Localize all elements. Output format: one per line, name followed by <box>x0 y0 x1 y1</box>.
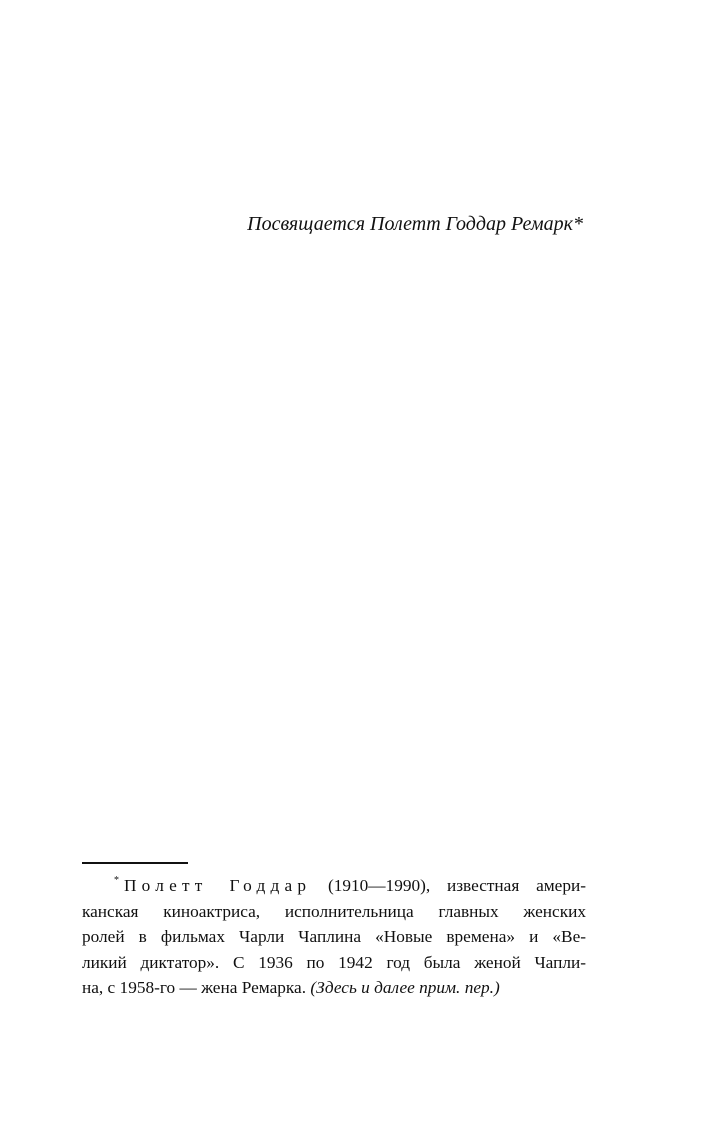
dedication: Посвящается Полетт Годдар Ремарк* <box>247 213 583 235</box>
footnote-name: Полетт Годдар <box>124 876 312 895</box>
footnote-text: (1910—1990), известная амери- <box>311 876 586 895</box>
footnote-line: канская киноактриса, исполнительница главных женских <box>82 901 586 921</box>
footnote-line: ликий диктатор». С 1936 по 1942 год была женой Чапли- <box>82 952 586 972</box>
footnote-line <box>82 868 586 899</box>
footnote <box>82 868 586 1001</box>
footnote-rule <box>82 862 188 864</box>
translator-note: (Здесь и далее прим. пер.) <box>310 978 500 997</box>
footnote-text: на, с 1958-го — жена Ремарка. <box>82 978 311 997</box>
footnote-line: ролей в фильмах Чарли Чаплина «Новые времена» и «Ве- <box>82 927 586 946</box>
footnote-line <box>82 975 586 1001</box>
footnote-marker: * <box>114 875 119 886</box>
